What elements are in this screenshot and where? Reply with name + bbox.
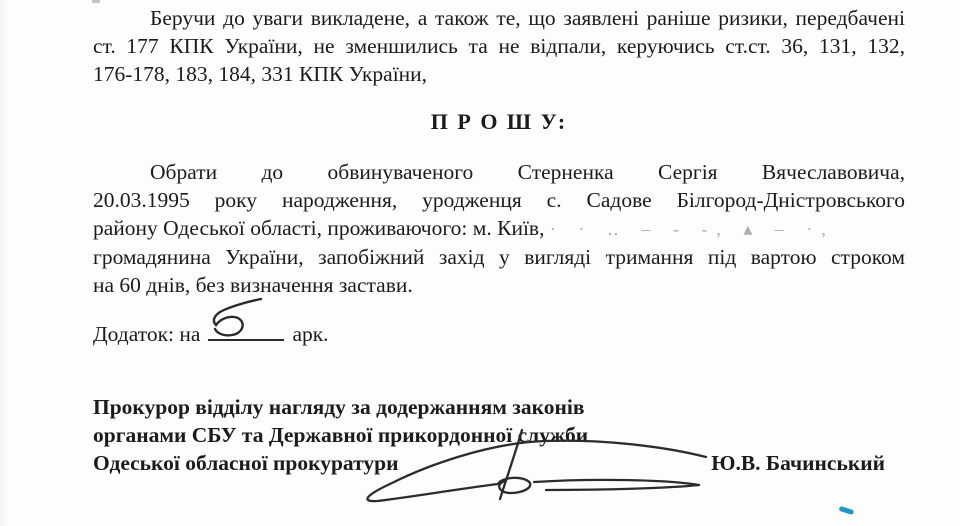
scan-artifact-mark — [92, 0, 100, 3]
paragraph-line-visible-text: району Одеської області, проживаючого: м. Київ, — [93, 216, 545, 240]
signer-title-line: органами СБУ та Державної прикордонної служби — [93, 423, 589, 447]
paragraph-line: громадянина України, запобіжний захід у вигляді тримання під вартою строком — [93, 245, 905, 269]
attachment-label: Додаток: на — [93, 322, 201, 346]
redacted-address-remnant: · · ‥ – ‐ ‑, ▴ – ·, — [549, 219, 835, 239]
signature-row — [93, 449, 905, 477]
signer-title-line: Прокурор відділу нагляду за додержанням законів — [93, 395, 585, 419]
signature-block — [93, 393, 905, 477]
blue-pen-speck — [839, 506, 855, 515]
paragraph-request — [93, 158, 905, 299]
attachment-unit: арк. — [292, 322, 329, 346]
paragraph-line: ст. 177 КПК України, не зменшились та не відпали, керуючись ст.ст. 36, 131, 132, — [93, 34, 905, 58]
petition-heading: П Р О Ш У: — [430, 109, 568, 134]
document-content — [93, 4, 905, 477]
paragraph-line: Беручи до уваги викладене, а також те, що заявлені раніше ризики, передбачені — [150, 6, 905, 30]
attachment-blank-underline — [208, 319, 284, 341]
paragraph-line: на 60 днів, без визначення застави. — [93, 273, 413, 297]
paragraph-line: 20.03.1995 року народження, уродженця с. Садове Білгород-Дністровського — [93, 188, 905, 212]
paragraph-line: 176-178, 183, 184, 331 КПК України, — [93, 62, 428, 86]
paragraph-line: Обрати до обвинуваченого Стерненка Сергія Вячеславовича, — [150, 160, 905, 184]
paragraph-considering — [93, 4, 905, 88]
signer-name: Ю.В. Бачинський — [711, 451, 885, 475]
paragraph-line-with-redaction — [93, 214, 905, 243]
attachment-note — [93, 319, 905, 349]
signer-title-line: Одеської обласної прокуратури — [93, 451, 399, 475]
